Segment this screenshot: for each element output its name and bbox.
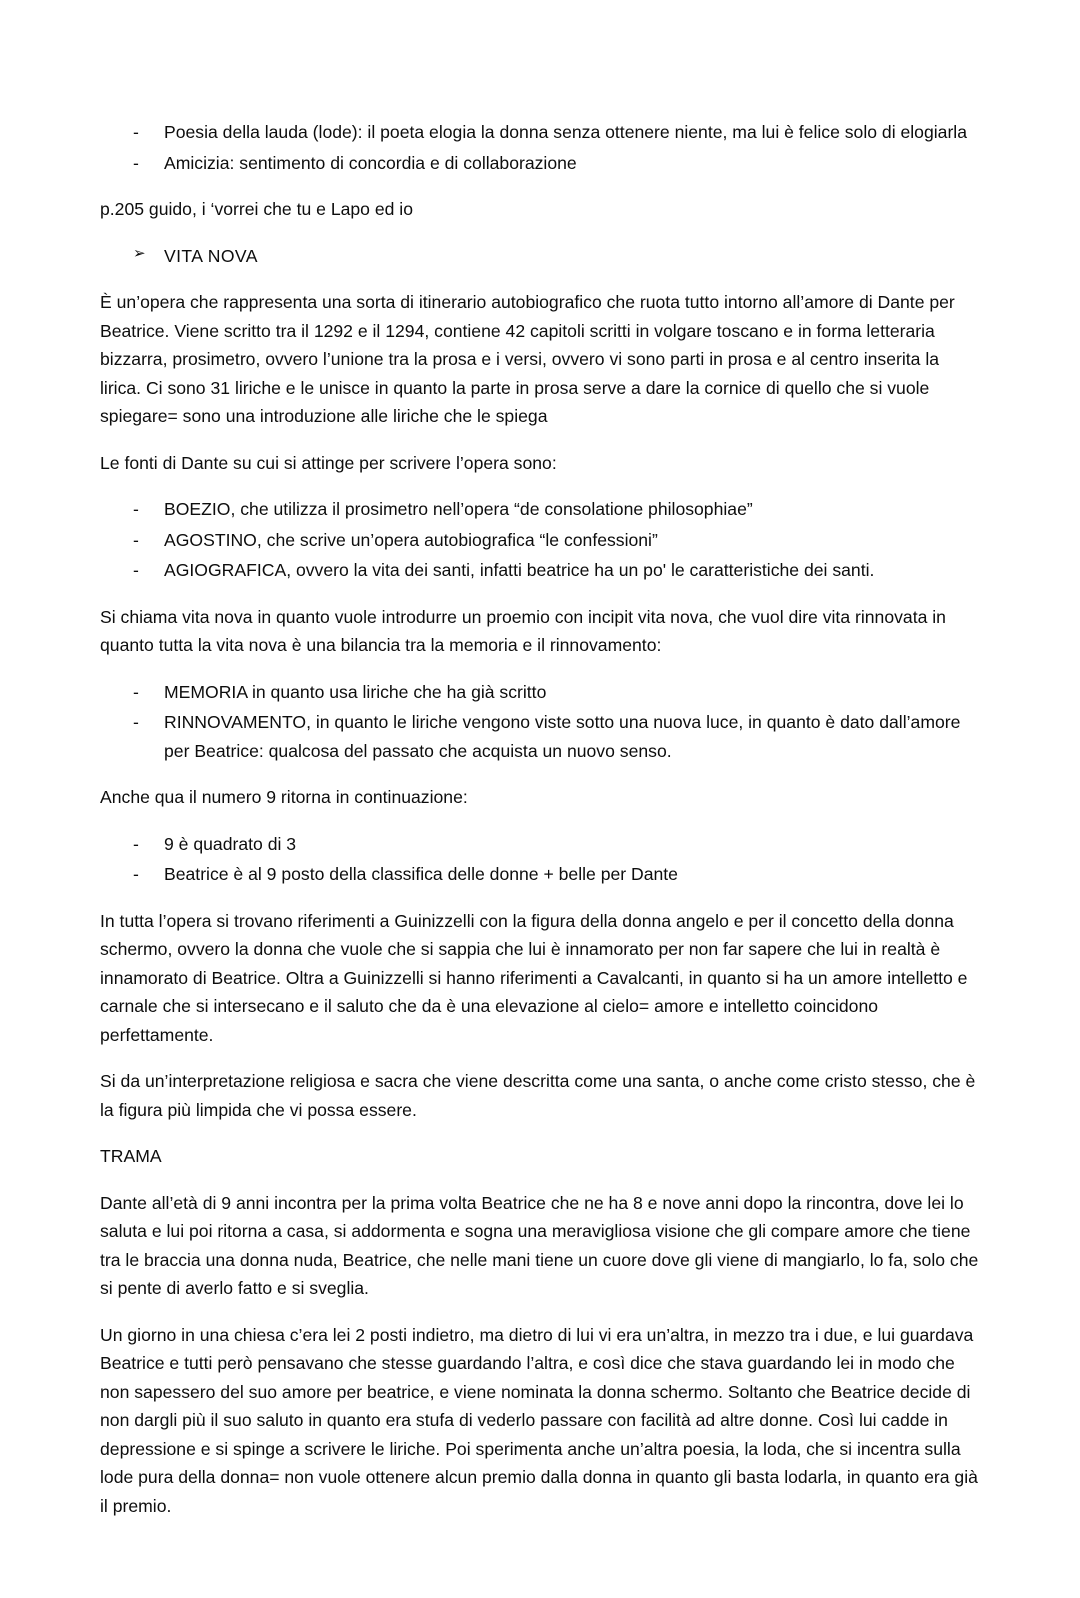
list-item: [100, 118, 980, 147]
dash-bullet-icon: -: [133, 122, 139, 142]
list-item: [100, 556, 980, 585]
list-item: [100, 708, 980, 765]
trama-paragraph-2: Un giorno in una chiesa c’era lei 2 posti indietro, ma dietro di lui vi era un’altra, in mezzo tra i due, e lui guardava Beatrice e tutti però pensavano che stesse guardando l’altra, e così dice che stava guardando lei in modo che non sapessero del suo amore per beatrice, e viene nominata la donna schermo. Soltanto che Beatrice decide di non dargli più il suo saluto in quanto era stufa di vederlo passare con facilità ad altre donne. Così lui cadde in depressione e si spinge a scrivere le liriche. Poi sperimenta anche un’altra poesia, la loda, che si incentra sulla lode pura della donna= non vuole ottenere alcun premio dalla donna in quanto gli basta lodarla, in quanto era già il premio.: [100, 1324, 978, 1516]
list-item: [100, 495, 980, 524]
dash-bullet-icon: -: [133, 499, 139, 519]
list-item-text: AGOSTINO, che scrive un’opera autobiografica “le confessioni”: [164, 529, 658, 550]
intro-bullet-list: [100, 118, 980, 177]
section-heading-vita-nova: [100, 242, 980, 271]
list-item: [100, 860, 980, 889]
list-item: [100, 830, 980, 859]
numero-nove-list: [100, 830, 980, 889]
list-item-text: AGIOGRAFICA, ovvero la vita dei santi, infatti beatrice ha un po' le caratteristiche dei santi.: [164, 560, 875, 580]
dash-bullet-icon: -: [133, 864, 139, 884]
list-item-text: BOEZIO, che utilizza il prosimetro nell’opera “de consolatione philosophiae”: [164, 499, 753, 519]
vita-nova-title-meaning: Si chiama vita nova in quanto vuole introdurre un proemio con incipit vita nova, che vuol dire vita rinnovata in quanto tutta la vita nova è una bilancia tra la memoria e il rinnovamento:: [100, 606, 946, 655]
list-item: [100, 678, 980, 707]
list-item: [100, 526, 980, 555]
memoria-rinnovamento-list: [100, 678, 980, 766]
list-item-text: Beatrice è al 9 posto della classifica delle donne + belle per Dante: [164, 864, 678, 884]
list-item-text: Poesia della lauda (lode): il poeta elogia la donna senza ottenere niente, ma lui è felice solo di elogiarla: [164, 122, 967, 142]
trama-paragraph-1: Dante all’età di 9 anni incontra per la prima volta Beatrice che ne ha 8 e nove anni dopo la rincontra, dove lei lo saluta e lui poi ritorna a casa, si addormenta e sogna una meravigliosa visione che gli compare amore che tiene tra le braccia una donna nuda, Beatrice, che nelle mani tiene un cuore dove gli viene di mangiarlo, lo fa, solo che si pente di averlo fatto e si sveglia.: [100, 1192, 979, 1298]
list-item-text: 9 è quadrato di 3: [164, 833, 297, 854]
dash-bullet-icon: -: [133, 529, 139, 550]
dash-bullet-icon: -: [133, 560, 139, 580]
section-heading-text: VITA NOVA: [164, 245, 258, 266]
reference-line: p.205 guido, i ‘vorrei che tu e Lapo ed io: [100, 199, 413, 219]
riferimenti-guinizzelli: In tutta l’opera si trovano riferimenti a Guinizzelli con la figura della donna angelo e per il concetto della donna schermo, ovvero la donna che vuole che si sappia che lui è innamorato per non far sapere che lui in realtà è innamorato di Beatrice. Oltra a Guinizzelli si hanno riferimenti a Cavalcanti, in quanto si ha un amore intelletto e carnale che si intersecano e il saluto che da è una elevazione al cielo= amore e intelletto coincidono perfettamente.: [100, 910, 968, 1045]
list-item: [100, 149, 980, 178]
interpretazione-religiosa: Si da un’interpretazione religiosa e sacra che viene descritta come una santa, o anche come cristo stesso, che è la figura più limpida che vi possa essere.: [100, 1071, 976, 1120]
trama-heading: TRAMA: [100, 1146, 162, 1166]
arrow-bullet-icon: ➢: [133, 244, 146, 262]
dash-bullet-icon: -: [133, 712, 139, 732]
dash-bullet-icon: -: [133, 152, 139, 173]
dash-bullet-icon: -: [133, 681, 139, 702]
list-item: [100, 242, 980, 271]
fonti-intro: Le fonti di Dante su cui si attinge per scrivere l’opera sono:: [100, 452, 557, 473]
vita-nova-description: È un’opera che rappresenta una sorta di itinerario autobiografico che ruota tutto intorno all’amore di Dante per Beatrice. Viene scritto tra il 1292 e il 1294, contiene 42 capitoli scritti in volgare toscano e in forma letteraria bizzarra, prosimetro, ovvero l’unione tra la prosa e i versi, ovvero vi sono parti in prosa e al centro inserita la lirica. Ci sono 31 liriche e le unisce in quanto la parte in prosa serve a dare la cornice di quello che si vuole spiegare= sono una introduzione alle liriche che le spiega: [100, 292, 955, 426]
dash-bullet-icon: -: [133, 833, 139, 854]
fonti-list: [100, 495, 980, 585]
list-item-text: Amicizia: sentimento di concordia e di collaborazione: [164, 152, 577, 173]
numero-nove-intro: Anche qua il numero 9 ritorna in continuazione:: [100, 787, 468, 807]
list-item-text: MEMORIA in quanto usa liriche che ha già scritto: [164, 681, 547, 702]
document-body: [100, 118, 980, 1520]
list-item-text: RINNOVAMENTO, in quanto le liriche vengono viste sotto una nuova luce, in quanto è dato dall’amore per Beatrice: qualcosa del passato che acquista un nuovo senso.: [164, 712, 961, 761]
